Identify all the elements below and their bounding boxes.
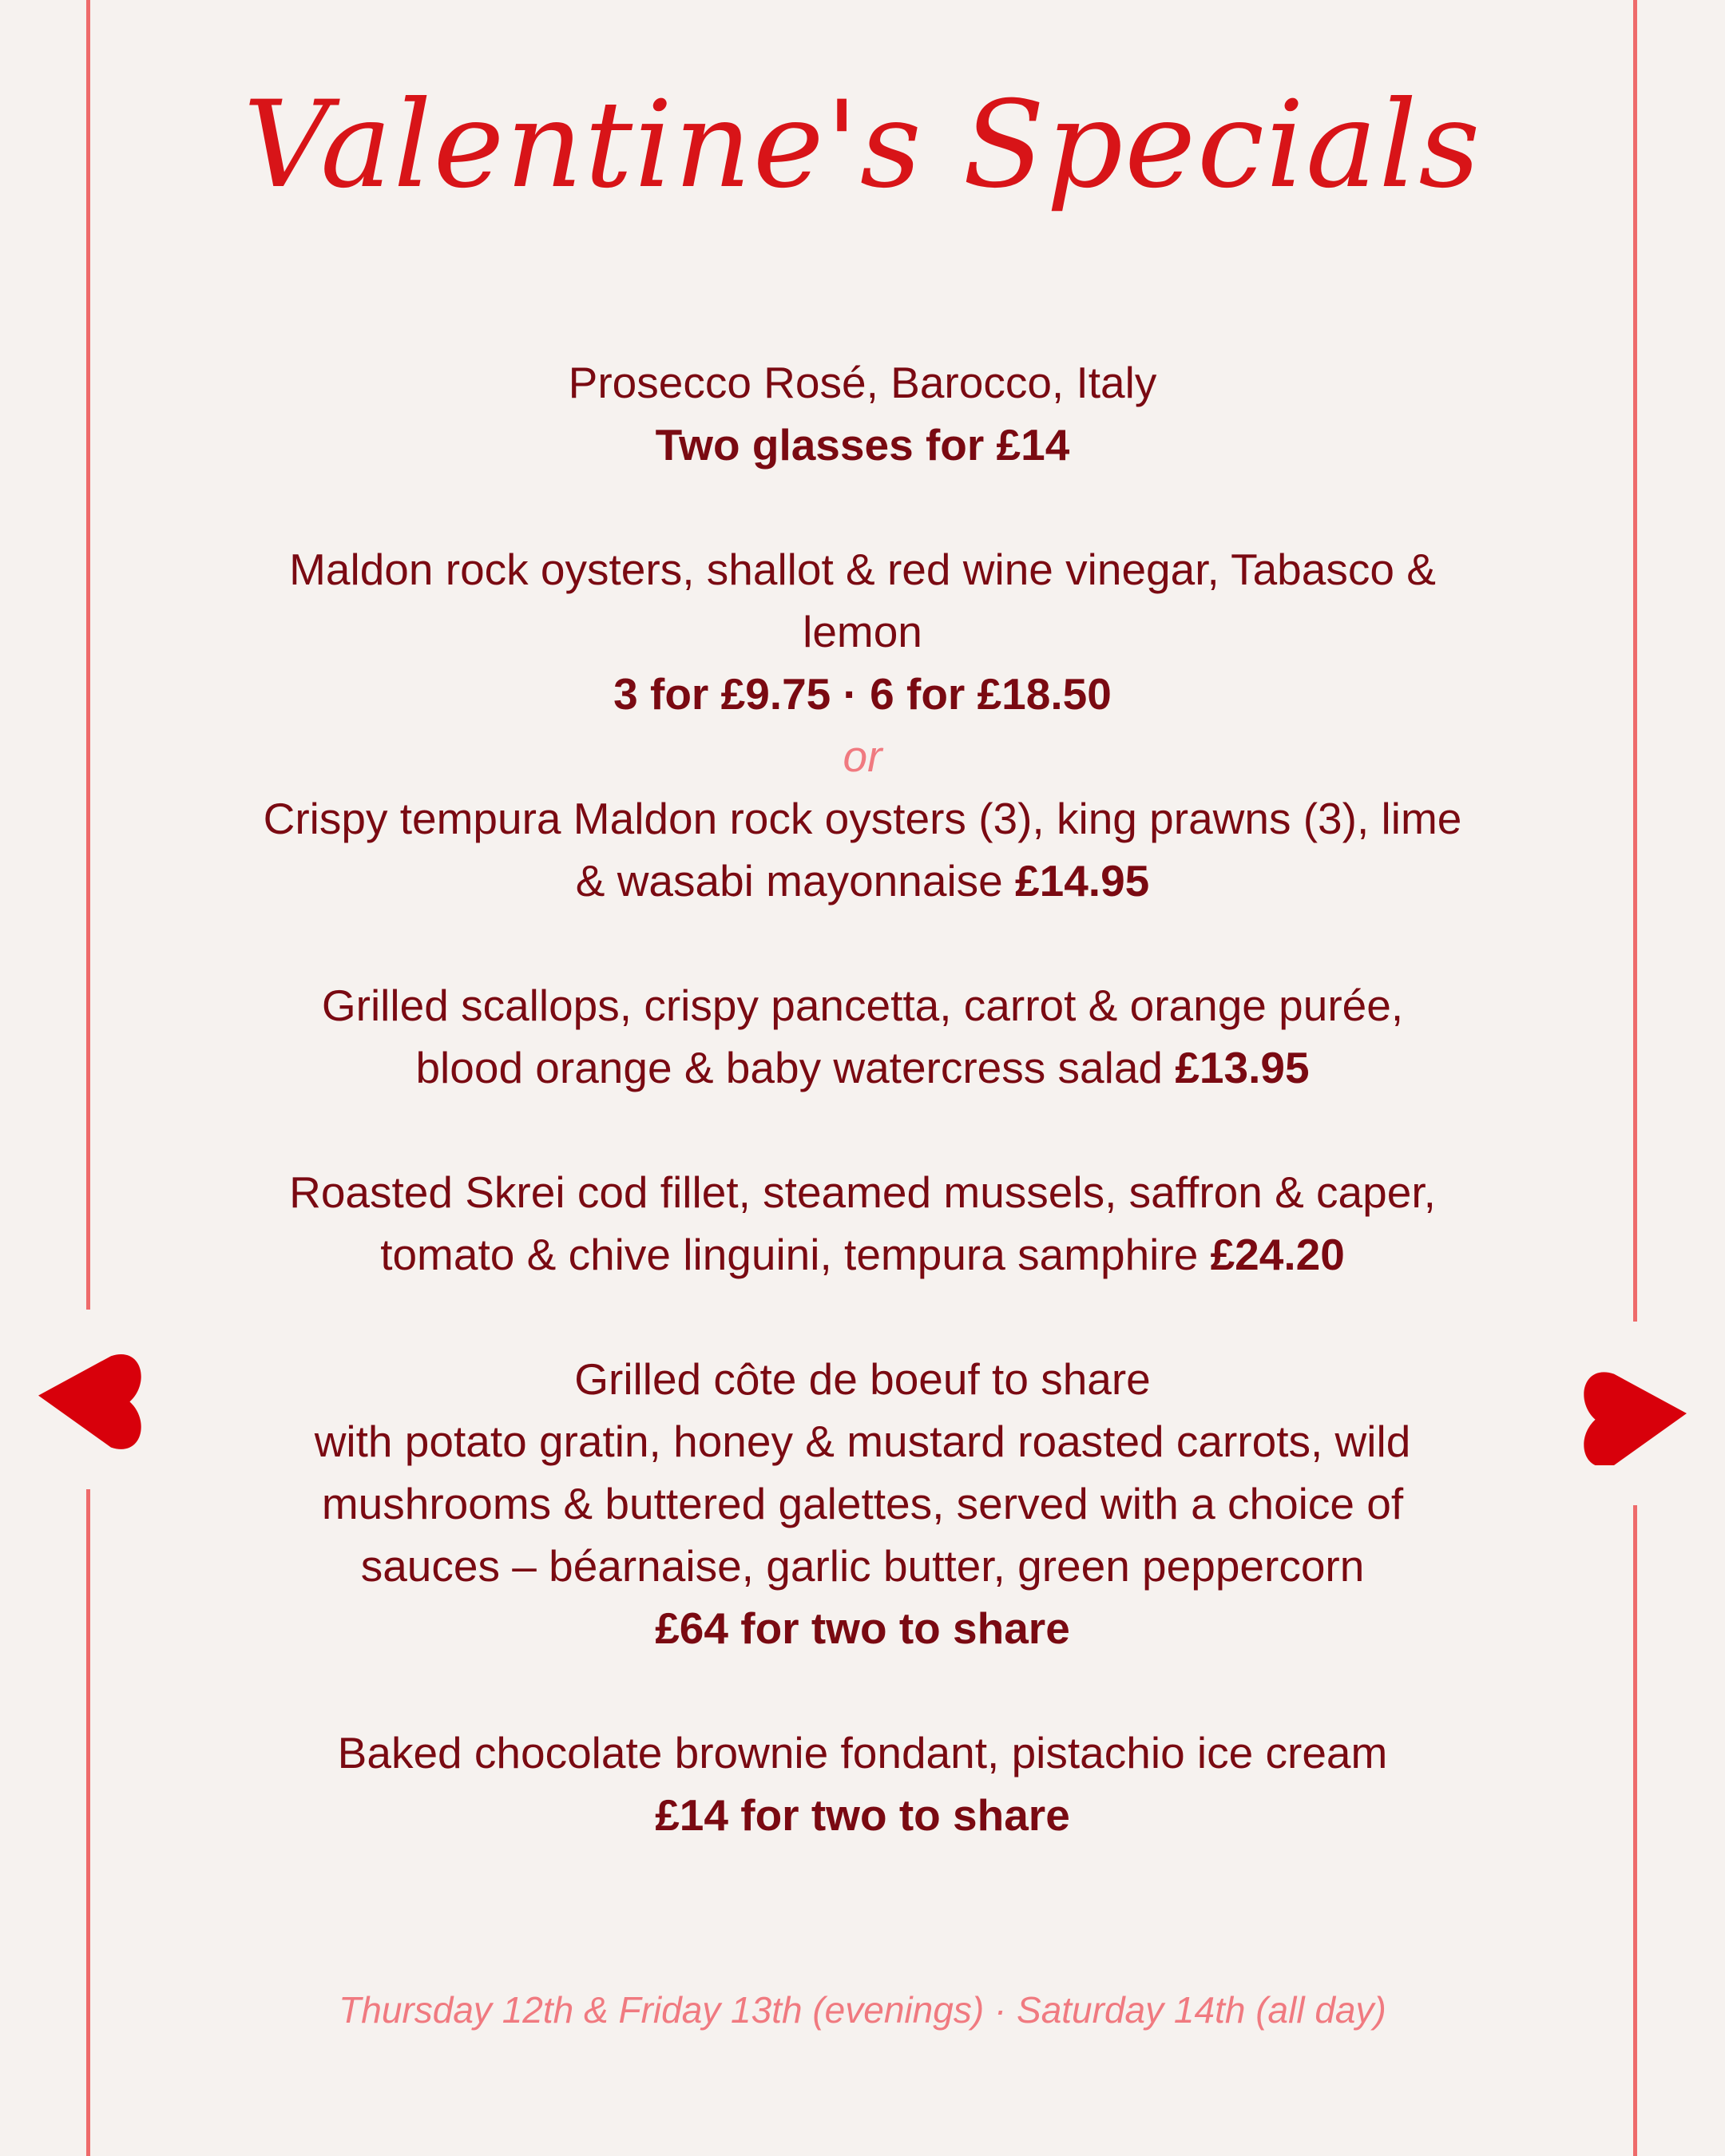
menu-item-cote-de-boeuf — [208, 1348, 1517, 1659]
item-description: Baked chocolate brownie fondant, pistachio ice cream — [337, 1728, 1388, 1778]
menu-item-cod — [208, 1161, 1517, 1286]
item-description-with-price — [208, 1223, 1517, 1286]
menu-item-scallops — [208, 974, 1517, 1099]
right-border-line-bottom — [1633, 1505, 1637, 2156]
menu-list — [208, 351, 1517, 1846]
item-price: £14 for two to share — [655, 1790, 1070, 1840]
item-description: Crispy tempura Maldon rock oysters (3), king prawns (3), lime — [263, 794, 1462, 843]
item-price: £14.95 — [1015, 856, 1150, 906]
menu-item-oysters — [208, 538, 1517, 912]
item-description-with-price — [208, 850, 1517, 912]
item-price: Two glasses for £14 — [655, 420, 1070, 470]
item-price: £24.20 — [1210, 1230, 1345, 1279]
dates-footer: Thursday 12th & Friday 13th (evenings) · Saturday 14th (all day) — [339, 1989, 1386, 2031]
heart-left-icon — [38, 1352, 142, 1456]
item-description: Roasted Skrei cod fillet, steamed mussels, saffron & caper, — [289, 1167, 1436, 1217]
item-description: blood orange & baby watercress salad — [415, 1043, 1164, 1092]
item-description: Prosecco Rosé, Barocco, Italy — [568, 358, 1157, 407]
item-description: Grilled côte de boeuf to share — [574, 1354, 1151, 1404]
or-separator: or — [843, 731, 882, 781]
menu-item-brownie — [208, 1722, 1517, 1846]
heart-right-icon — [1583, 1361, 1687, 1465]
item-price: £13.95 — [1175, 1043, 1310, 1092]
page-title: Valentine's Specials — [243, 76, 1482, 215]
item-description: Maldon rock oysters, shallot & red wine vinegar, Tabasco & — [289, 545, 1436, 594]
item-description: Grilled scallops, crispy pancetta, carrot & orange purée, — [321, 981, 1404, 1030]
item-description: mushrooms & buttered galettes, served with a choice of — [321, 1479, 1404, 1528]
item-description: with potato gratin, honey & mustard roasted carrots, wild — [314, 1417, 1411, 1466]
left-border-line-bottom — [86, 1489, 90, 2156]
item-price: £64 for two to share — [655, 1603, 1070, 1653]
item-description: sauces – béarnaise, garlic butter, green peppercorn — [360, 1541, 1365, 1591]
item-description: tomato & chive linguini, tempura samphire — [380, 1230, 1199, 1279]
menu-item-prosecco — [208, 351, 1517, 476]
item-price: 3 for £9.75 · 6 for £18.50 — [613, 669, 1112, 719]
item-description-with-price — [208, 1036, 1517, 1099]
item-description: & wasabi mayonnaise — [575, 856, 1003, 906]
item-description: lemon — [803, 607, 922, 656]
